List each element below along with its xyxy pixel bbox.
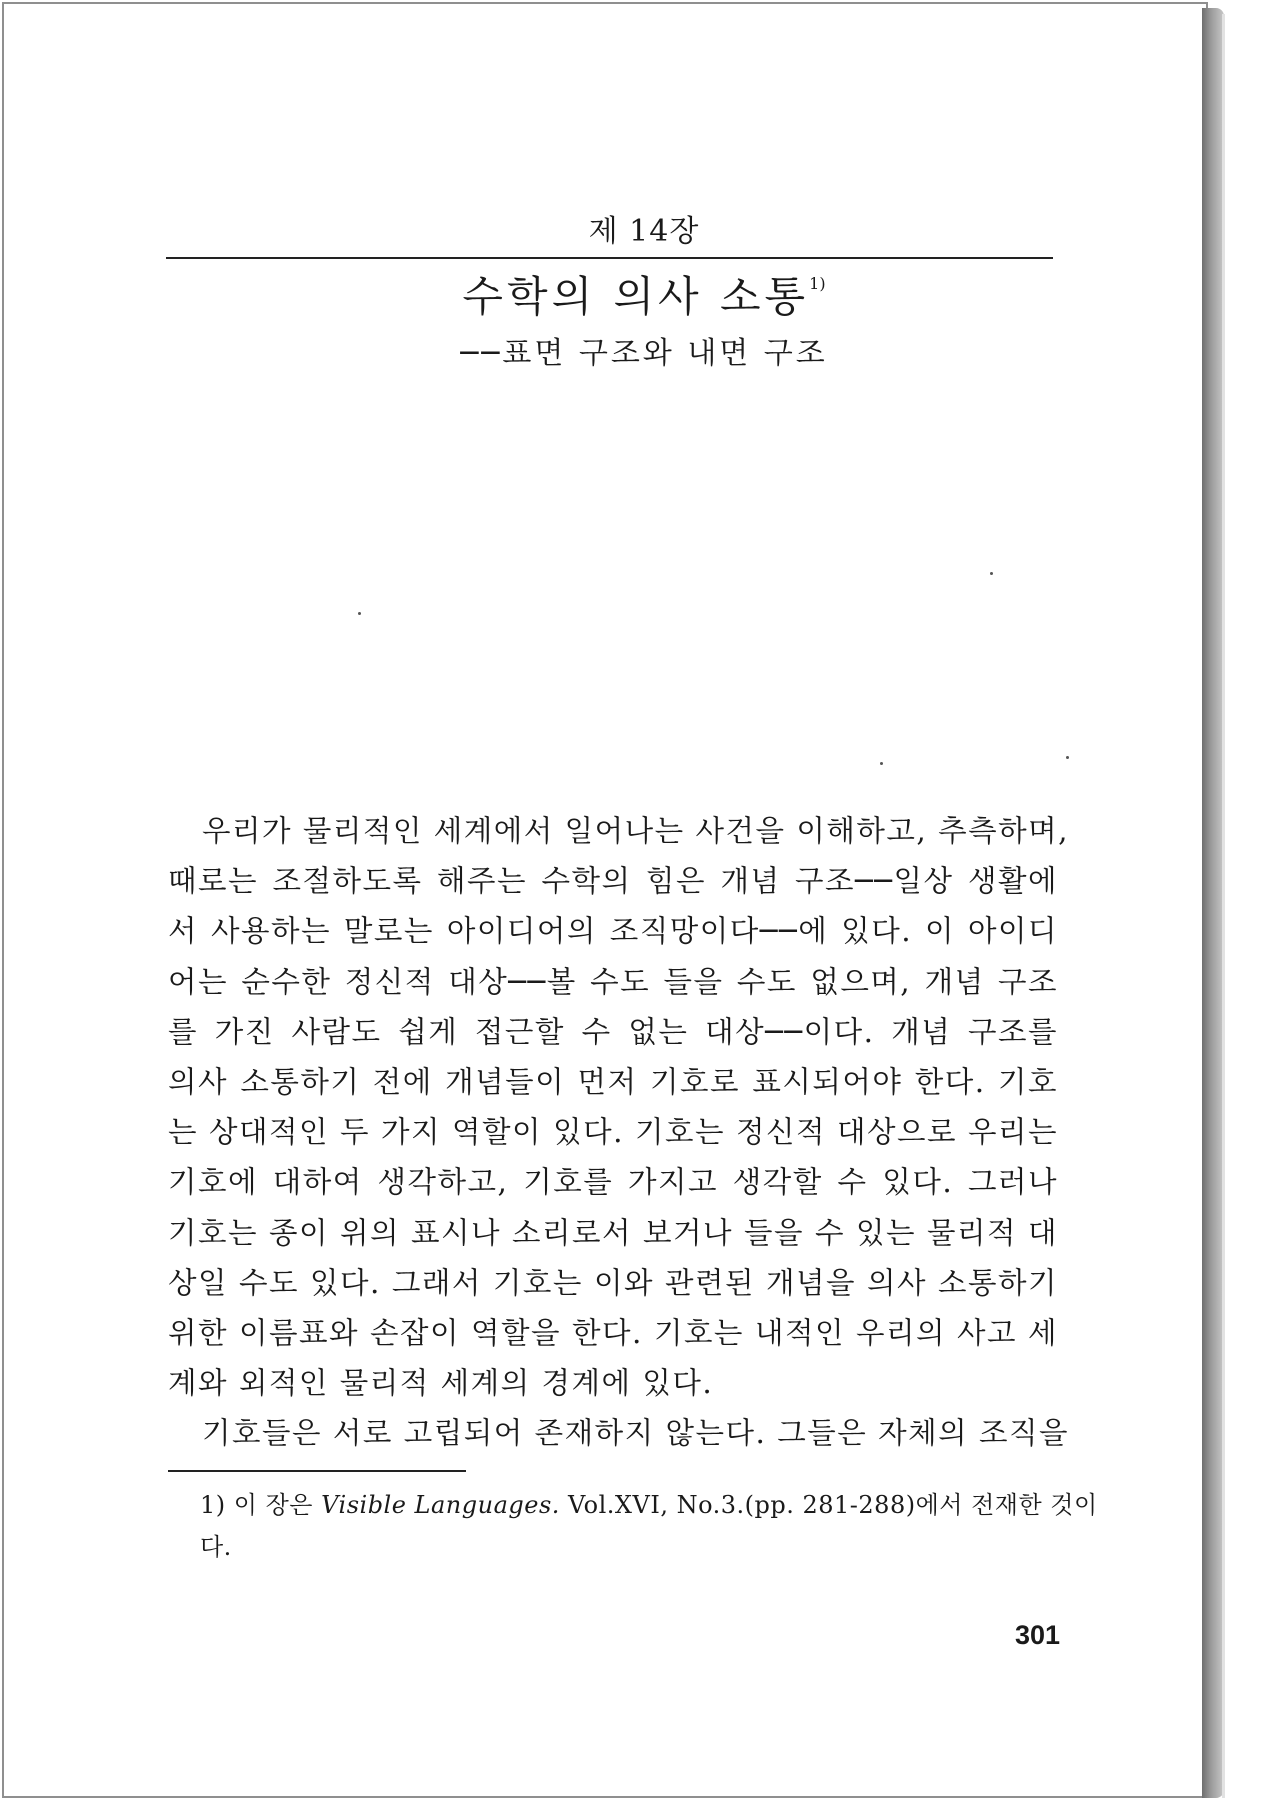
body-line: 계와 외적인 물리적 세계의 경계에 있다.	[168, 1366, 714, 1401]
body-line: 위한 이름표와 손잡이 역할을 한다. 기호는 내적인 우리의 사고 세	[168, 1316, 1058, 1351]
body-line: 기호는 종이 위의 표시나 소리로서 보거나 들을 수 있는 물리적 대	[168, 1215, 1058, 1250]
footnote-detail: Vol.XVI, No.3.(pp. 281-288)에서 전재한 것이	[568, 1491, 1098, 1519]
chapter-title	[0, 264, 1288, 324]
footnote	[200, 1484, 1098, 1568]
scan-speck	[358, 612, 361, 615]
page-number: 301	[1014, 1620, 1060, 1650]
footnote-marker: 1)	[200, 1491, 226, 1519]
footnote-prefix: 이 장은	[233, 1491, 313, 1519]
body-text	[168, 806, 1069, 1459]
footnote-continuation: 다.	[200, 1533, 232, 1561]
body-line: 는 상대적인 두 가지 역할이 있다. 기호는 정신적 대상으로 우리는	[168, 1115, 1058, 1150]
chapter-label: 제 14장	[588, 214, 700, 249]
body-line: 의사 소통하기 전에 개념들이 먼저 기호로 표시되어야 한다. 기호	[168, 1065, 1058, 1100]
footnote-line	[200, 1484, 1098, 1526]
scan-speck	[880, 762, 883, 765]
body-line: 서 사용하는 말로는 아이디어의 조직망이다──에 있다. 이 아이디	[168, 914, 1058, 949]
body-line: 때로는 조절하도록 해주는 수학의 힘은 개념 구조──일상 생활에	[168, 864, 1058, 899]
body-line: 를 가진 사람도 쉽게 접근할 수 없는 대상──이다. 개념 구조를	[168, 1014, 1058, 1049]
chapter-title-text: 수학의 의사 소통	[462, 272, 810, 321]
title-footnote-ref: 1)	[809, 274, 826, 293]
footnote-rule	[168, 1470, 466, 1472]
body-line: 기호들은 서로 고립되어 존재하지 않는다. 그들은 자체의 조직을	[202, 1416, 1069, 1451]
scan-speck	[1066, 756, 1069, 759]
body-line: 우리가 물리적인 세계에서 일어나는 사건을 이해하고, 추측하며,	[202, 814, 1069, 848]
title-rule	[166, 257, 1053, 259]
chapter-subtitle: ──표면 구조와 내면 구조	[460, 336, 828, 371]
footnote-source-title: Visible Languages.	[321, 1491, 560, 1519]
scan-speck	[990, 572, 993, 575]
body-line: 기호에 대하여 생각하고, 기호를 가지고 생각할 수 있다. 그러나	[168, 1165, 1058, 1200]
body-line: 어는 순수한 정신적 대상──볼 수도 들을 수도 없으며, 개념 구조	[168, 964, 1058, 999]
body-line: 상일 수도 있다. 그래서 기호는 이와 관련된 개념을 의사 소통하기	[168, 1265, 1058, 1300]
